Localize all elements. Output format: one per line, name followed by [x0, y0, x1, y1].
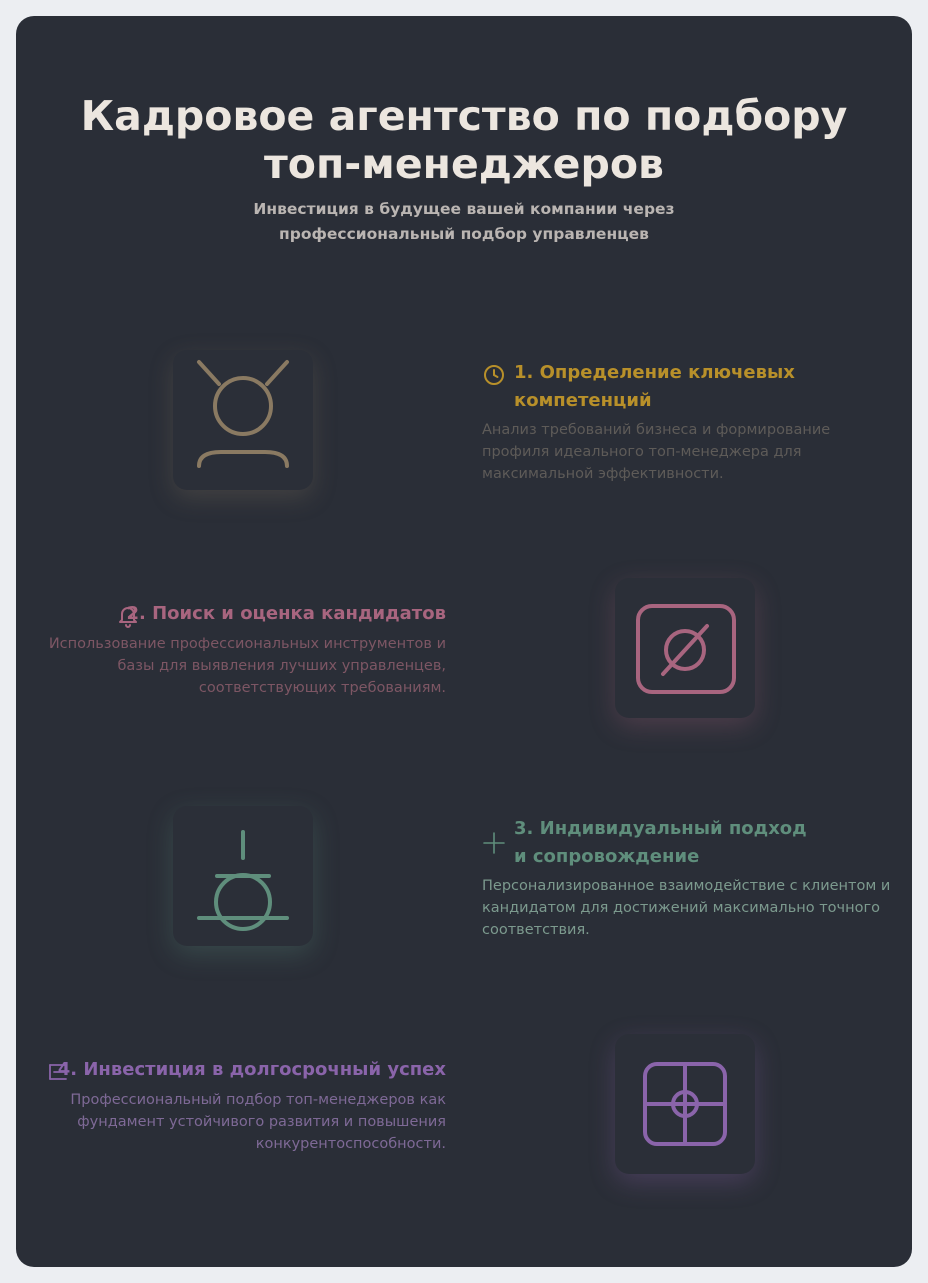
step-4-description: Профессиональный подбор топ-менеджеров как фундамент устойчивого развития и повышения конкурентоспособности.	[70, 1092, 446, 1152]
step-3-title-label: 3. Индивидуальный подход и сопровождение	[514, 818, 807, 867]
page-title: Кадровое агентство по подбору топ-менеджеров	[80, 92, 848, 188]
null-circle-square-icon	[615, 578, 755, 718]
person-raised-arms-icon	[173, 350, 313, 490]
step-1-illustration	[173, 350, 313, 490]
step-3-description: Персонализированное взаимодействие с клиентом и кандидатом для достижений максимально точного соответствия.	[482, 878, 891, 938]
plus-icon	[482, 831, 506, 855]
step-1-description: Анализ требований бизнеса и формирование профиля идеального топ-менеджера для максимальной эффективности.	[482, 422, 831, 482]
step-4-illustration	[615, 1034, 755, 1174]
step-3-title	[482, 815, 812, 871]
bell-icon	[116, 604, 140, 628]
infographic-card	[16, 16, 912, 1267]
step-4-title	[46, 1056, 446, 1084]
step-3-illustration	[173, 806, 313, 946]
step-1-title	[482, 359, 812, 415]
step-2-title	[46, 600, 446, 628]
clock-icon	[482, 363, 506, 387]
step-1-title-label: 1. Определение ключевых компетенций	[514, 362, 795, 411]
step-4-title-label: 4. Инвестиция в долгосрочный успех	[57, 1059, 446, 1080]
step-2-description: Использование профессиональных инструментов и базы для выявления лучших управленцев, соответствующих требованиям.	[48, 636, 446, 696]
list-icon	[46, 1060, 70, 1084]
step-2-title-label: 2. Поиск и оценка кандидатов	[126, 603, 446, 624]
balance-circle-icon	[173, 806, 313, 946]
target-grid-icon	[615, 1034, 755, 1174]
page-subtitle: Инвестиция в будущее вашей компании через профессиональный подбор управленцев	[253, 200, 675, 243]
step-2-illustration	[615, 578, 755, 718]
